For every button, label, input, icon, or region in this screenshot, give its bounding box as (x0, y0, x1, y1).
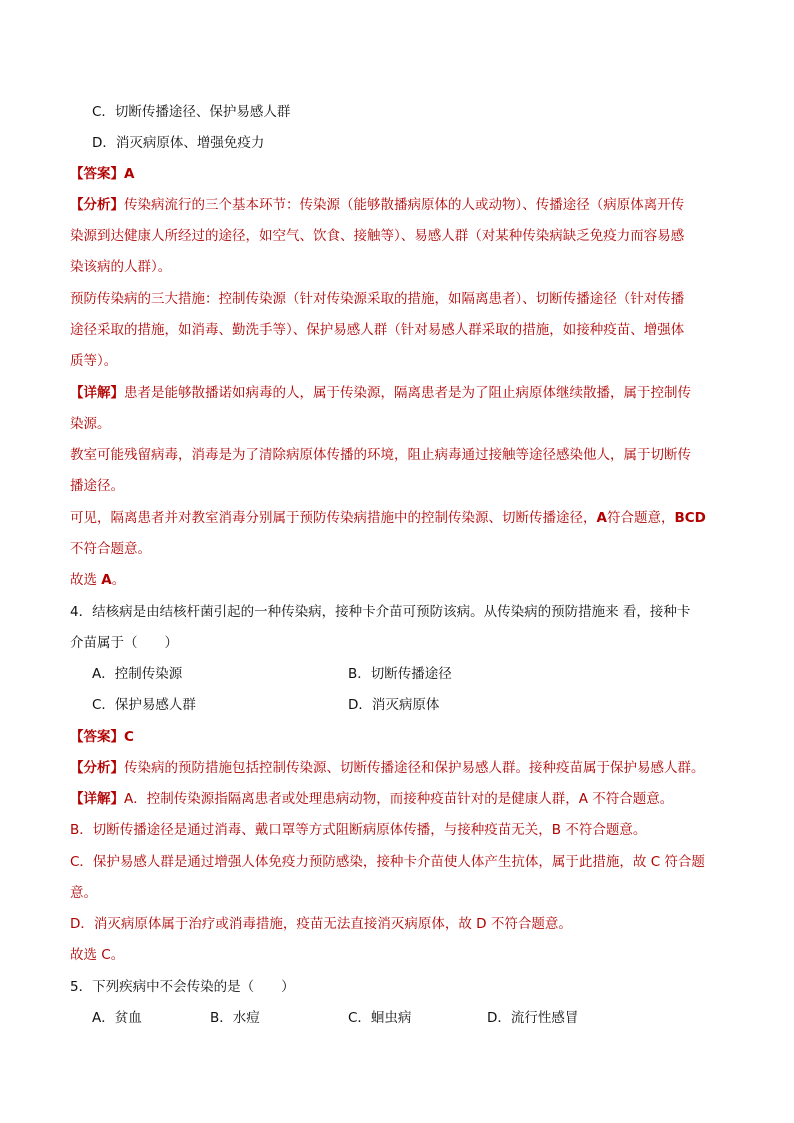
q4-detail-line-3: C．保护易感人群是通过增强人体免疫力预防感染，接种卡介苗使人体产生抗体，属于此措施，故 C 符合题 (70, 854, 705, 870)
analysis-tag: 【分析】 (70, 197, 124, 213)
answer-value: C (124, 729, 134, 745)
q3-analysis-line-5: 途径采取的措施，如消毒、勤洗手等）、保护易感人群（针对易感人群采取的措施，如接种疫苗、增强体 (70, 322, 685, 338)
conclusion-letter: A (101, 572, 112, 588)
q3-detail-line-3: 教室可能残留病毒，消毒是为了清除病原体传播的环境，阻止病毒通过接触等途径感染他人，属于切断传 (70, 447, 691, 463)
answer-tag: 【答案】 (70, 729, 124, 745)
q3-analysis-line-3: 染该病的人群）。 (70, 259, 172, 275)
conclusion-text: 故选 (70, 572, 102, 588)
detail-tag: 【详解】 (70, 385, 124, 401)
q3-answer (70, 164, 134, 184)
q4-analysis-line-1 (70, 758, 705, 778)
detail-text: A．控制传染源指隔离患者或处理患病动物，而接种疫苗针对的是健康人群，A 不符合题意。 (124, 791, 674, 807)
q5-option-b: B．水痘 (210, 1010, 260, 1026)
detail-text: 符合题意， (606, 510, 675, 526)
q5-option-d: D．流行性感冒 (487, 1010, 579, 1026)
q5-option-a: A．贫血 (92, 1010, 142, 1026)
q4-option-b: B．切断传播途径 (348, 666, 452, 682)
q4-option-a: A．控制传染源 (92, 666, 183, 682)
option-letter: A (596, 510, 607, 526)
q5-option-c: C．蛔虫病 (348, 1010, 412, 1026)
analysis-text: 传染病流行的三个基本环节：传染源（能够散播病原体的人或动物）、传播途径（病原体离开传 (124, 197, 685, 213)
conclusion-end: 。 (111, 572, 126, 588)
q3-option-d: D．消灭病原体、增强免疫力 (92, 135, 265, 151)
answer-tag: 【答案】 (70, 166, 124, 182)
q4-detail-line-2: B．切断传播途径是通过消毒、戴口罩等方式阻断病原体传播，与接种疫苗无关，B 不符合题意。 (70, 822, 647, 838)
q4-detail-line-1 (70, 789, 673, 809)
answer-value: A (124, 166, 135, 182)
analysis-text: 传染病的预防措施包括控制传染源、切断传播途径和保护易感人群。接种疫苗属于保护易感人群。 (124, 760, 705, 776)
q3-conclusion (70, 570, 125, 590)
q3-detail-line-5 (70, 508, 706, 528)
q4-option-d: D．消灭病原体 (348, 697, 440, 713)
q3-analysis-line-1 (70, 195, 684, 215)
q4-conclusion: 故选 C。 (70, 947, 125, 963)
q3-analysis-line-4: 预防传染病的三大措施：控制传染源（针对传染源采取的措施，如隔离患者）、切断传播途径（针对传播 (70, 291, 685, 307)
q4-option-c: C．保护易感人群 (92, 697, 196, 713)
q3-detail-line-2: 染源。 (70, 416, 111, 432)
detail-text: 患者是能够散播诺如病毒的人，属于传染源，隔离患者是为了阻止病原体继续散播，属于控制传 (124, 385, 691, 401)
analysis-tag: 【分析】 (70, 760, 124, 776)
option-letters: BCD (674, 510, 706, 526)
q3-analysis-line-6: 质等）。 (70, 353, 118, 369)
q3-detail-line-1 (70, 383, 691, 403)
q3-detail-line-4: 播途径。 (70, 478, 124, 494)
q4-answer (70, 727, 134, 747)
q5-stem: 5．下列疾病中不会传染的是（ ） (70, 979, 295, 995)
q4-detail-line-4: 意。 (70, 885, 97, 901)
detail-tag: 【详解】 (70, 791, 124, 807)
q4-stem-line-1: 4．结核病是由结核杆菌引起的一种传染病，接种卡介苗可预防该病。从传染病的预防措施来 看，接种卡 (70, 604, 691, 620)
detail-text: 可见，隔离患者并对教室消毒分别属于预防传染病措施中的控制传染源、切断传播途径， (70, 510, 597, 526)
q3-analysis-line-2: 染源到达健康人所经过的途径，如空气、饮食、接触等）、易感人群（对某种传染病缺乏免疫力而容易感 (70, 228, 685, 244)
q4-detail-line-5: D．消灭病原体属于治疗或消毒措施，疫苗无法直接消灭病原体，故 D 不符合题意。 (70, 916, 572, 932)
q4-stem-line-2: 介苗属于（ ） (70, 635, 178, 651)
q3-detail-line-6: 不符合题意。 (70, 541, 151, 557)
q3-option-c: C．切断传播途径、保护易感人群 (92, 104, 291, 120)
